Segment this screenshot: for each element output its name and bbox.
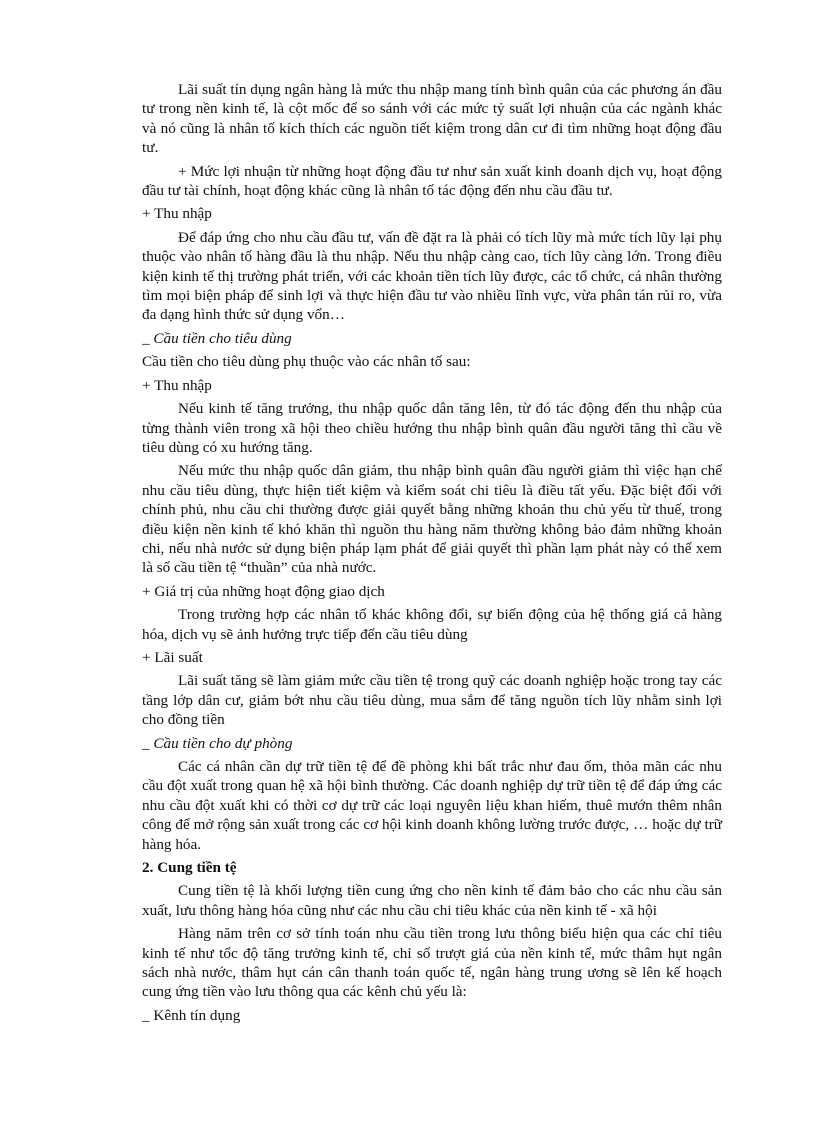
subheading-cau-tien-tieu-dung: _ Cầu tiền cho tiêu dùng	[142, 329, 292, 347]
paragraph-cau-tien-phu-thuoc: Cầu tiền cho tiêu dùng phụ thuộc vào các nhân tố sau:	[142, 353, 471, 371]
paragraph-lai-suat-tang: Lãi suất tăng sẽ làm giảm mức cầu tiền tệ trong quỹ các doanh nghiệp hoặc trong tay các tầng lớp dân cư, giảm bớt nhu cầu tiêu dùng, mua sắm để tăng nguồn tích lũy nhằm sinh lợi cho đồng tiền	[142, 672, 722, 729]
paragraph-lai-suat: Lãi suất tín dụng ngân hàng là mức thu nhập mang tính bình quân của các phương án đầu tư trong nền kinh tế, là cột mốc để so sánh với các mức tỷ suất lợi nhuận của các ngành khác và nó cũng là nhân tố kích thích các nguồn tiết kiệm trong dân cư đi tìm những hoạt động đầu tư.	[142, 81, 722, 157]
paragraph-dap-ung: Để đáp ứng cho nhu cầu đầu tư, vấn đề đặt ra là phải có tích lũy mà mức tích lũy lại phụ thuộc vào nhân tố hàng đầu là thu nhập. Nếu thu nhập càng cao, tích lũy càng lớn. Trong điều kiện kinh tế thị trường phát triển, với các khoản tiền tích lũy được, các tổ chức, cá nhân thường tìm mọi biện pháp để sinh lợi và thực hiện đầu tư vào nhiều lĩnh vực, vừa phân tán rủi ro, vừa đa dạng hình thức sử dụng vốn…	[142, 228, 722, 324]
paragraph-thu-nhap-giam: Nếu mức thu nhập quốc dân giảm, thu nhập bình quân đầu người giảm thì việc hạn chế nhu cầu tiêu dùng, thực hiện tiết kiệm và kiểm soát chi tiêu là điều tất yếu. Đặc biệt đối với chính phủ, nhu cầu chi thường được giải quyết bằng những khoản thu chủ yếu từ thuế, trong điều kiện nền kinh tế khó khăn thì nguồn thu hàng năm thường không bảo đảm những khoản chi, nếu nhà nước sử dụng biện pháp lạm phát để giải quyết thì phần lạm phát này có thể xem là số cầu tiền tệ “thuần” của nhà nước.	[142, 462, 722, 577]
paragraph-hang-nam: Hàng năm trên cơ sở tính toán nhu cầu tiền trong lưu thông biểu hiện qua các chỉ tiêu kinh tế như tốc độ tăng trưởng kinh tế, chỉ số trượt giá của nền kinh tế, mức thâm hụt ngân sách nhà nước, thâm hụt cán cân thanh toán quốc tế, ngân hàng trung ương sẽ lên kế hoạch cung ứng tiền vào lưu thông qua các kênh chủ yếu là:	[142, 925, 722, 1001]
paragraph-kinh-te-tang-truong: Nếu kinh tế tăng trưởng, thu nhập quốc dân tăng lên, từ đó tác động đến thu nhập của từng thành viên trong xã hội theo chiều hướng thu nhập bình quân đầu người tăng thì cầu về tiêu dùng có xu hướng tăng.	[142, 400, 722, 456]
list-item-gia-tri-giao-dich: + Giá trị của những hoạt động giao dịch	[142, 582, 385, 600]
paragraph-ca-nhan-du-tru: Các cá nhân cần dự trữ tiền tệ để đề phòng khi bất trắc như đau ốm, thỏa mãn các nhu cầu đột xuất trong quan hệ xã hội bình thường. Các doanh nghiệp dự trữ tiền tệ để đáp ứng các nhu cầu đột xuất khi có thời cơ dự trữ các loại nguyên liệu khan hiếm, thuê mướn thêm nhân công để mở rộng sản xuất trong các cơ hội kinh doanh không lường trước được, … hoặc dự trữ hàng hóa.	[142, 758, 722, 853]
paragraph-cung-tien-te: Cung tiền tệ là khối lượng tiền cung ứng cho nền kinh tế đảm bảo cho các nhu cầu sản xuất, lưu thông hàng hóa cũng như các nhu cầu chi tiêu khác của nền kinh tế - xã hội	[142, 882, 722, 919]
list-item-kenh-tin-dung: _ Kênh tín dụng	[142, 1006, 241, 1024]
list-item-lai-suat: + Lãi suất	[142, 648, 203, 666]
list-item-thu-nhap-2: + Thu nhập	[142, 376, 212, 394]
list-item-thu-nhap: + Thu nhập	[142, 205, 212, 223]
subheading-cau-tien-du-phong: _ Cầu tiền cho dự phòng	[142, 734, 293, 752]
document-page	[142, 80, 722, 1029]
paragraph-muc-loi-nhuan: + Mức lợi nhuận từ những hoạt động đầu tư như sản xuất kinh doanh dịch vụ, hoạt động đầu tư tài chính, hoạt động khác cũng là nhân tố tác động đến nhu cầu đầu tư.	[142, 162, 722, 200]
paragraph-truong-hop: Trong trường hợp các nhân tố khác không đổi, sự biến động của hệ thống giá cả hàng hóa, dịch vụ sẽ ảnh hưởng trực tiếp đến cầu tiêu dùng	[142, 606, 722, 643]
section-heading-cung-tien-te: 2. Cung tiền tệ	[142, 859, 237, 877]
